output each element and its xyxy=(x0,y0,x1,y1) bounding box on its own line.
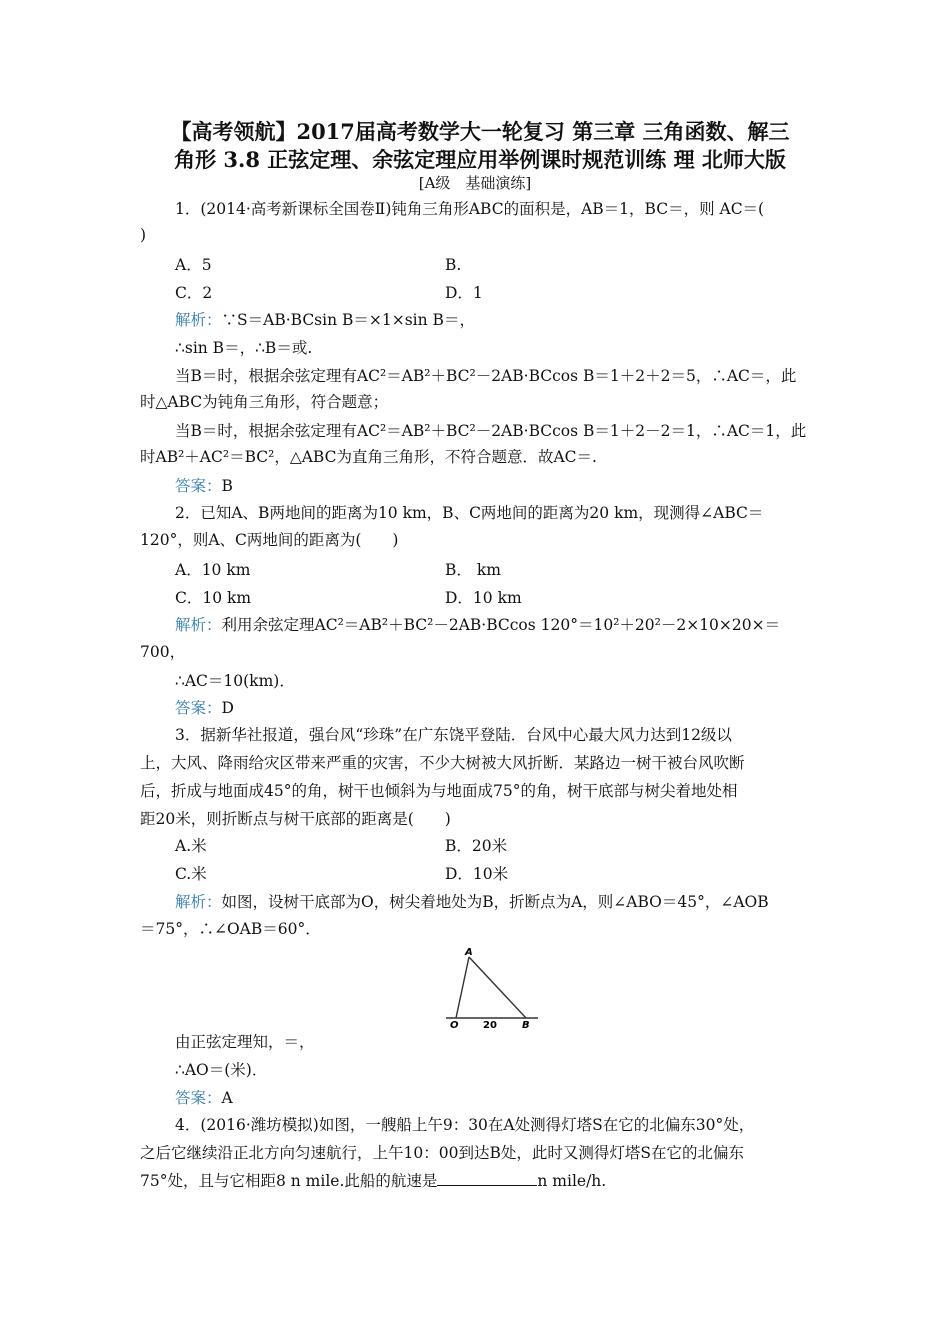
q1-answer: 答案：B xyxy=(175,477,233,495)
q3-solution-2: ＝75°，∴∠OAB＝60°． xyxy=(140,920,321,938)
q2-solution-2: 700， xyxy=(140,643,186,661)
q3-stem-1: 3．据新华社报道，强台风“珍珠”在广东饶平登陆．台风中心最大风力达到12级以 xyxy=(175,726,732,744)
answer-blank xyxy=(437,1171,537,1186)
q3-option-b: B．20米 xyxy=(445,837,508,855)
q2-option-d: D．10 km xyxy=(445,589,522,607)
point-o-label: O xyxy=(450,1020,459,1030)
point-b-label: B xyxy=(522,1020,530,1030)
q4-stem-1: 4．(2016·潍坊模拟)如图，一艘船上午9：30在A处测得灯塔S在它的北偏东30°处， xyxy=(175,1116,755,1134)
broken-top-line xyxy=(469,957,526,1018)
q3-stem-2: 上，大风、降雨给灾区带来严重的灾害，不少大树被大风折断．某路边一树干被台风吹断 xyxy=(140,754,745,772)
q1-solution-5: 当B＝时，根据余弦定理有AC²＝AB²＋BC²－2AB·BCcos B＝1＋2－2＝1，∴AC＝1，此 xyxy=(175,422,807,440)
q3-stem-3: 后，折成与地面成45°的角，树干也倾斜为与地面成75°的角，树干底部与树尖着地处相 xyxy=(140,782,738,800)
q3-option-a: A.米 xyxy=(175,837,207,855)
q2-stem-2: 120°，则A、C两地间的距离为( ) xyxy=(140,531,399,549)
q3-answer: 答案：A xyxy=(175,1089,233,1107)
q1-option-d: D．1 xyxy=(445,284,483,302)
answer-label: 答案： xyxy=(175,1089,222,1107)
q3-solution-3: 由正弦定理知，＝， xyxy=(175,1033,315,1051)
triangle-figure xyxy=(440,945,540,1030)
analysis-label: 解析： xyxy=(175,893,222,911)
q1-solution-4: 时△ABC为钝角三角形，符合题意； xyxy=(140,393,389,411)
title-line-2: 角形 3.8 正弦定理、余弦定理应用举例课时规范训练 理 北师大版 xyxy=(174,147,786,172)
q2-solution-1: 解析：利用余弦定理AC²＝AB²＋BC²－2AB·BCcos 120°＝10²＋20²－2×10×20×＝ xyxy=(175,616,781,634)
q1-option-c: C．2 xyxy=(175,284,213,302)
distance-label: 20 xyxy=(483,1020,497,1030)
answer-label: 答案： xyxy=(175,477,222,495)
q4-stem-3: 75°处，且与它相距8 n mile.此船的航速是 n mile/h. xyxy=(140,1172,607,1190)
q1-solution-1: 解析：∵S＝AB·BCsin B＝×1×sin B＝， xyxy=(175,311,475,329)
q2-solution-3: ∴AC＝10(km)． xyxy=(175,672,295,690)
q4-stem-2: 之后它继续沿正北方向匀速航行，上午10：00到达B处，此时又测得灯塔S在它的北偏东 xyxy=(140,1144,744,1162)
q2-option-c: C．10 km xyxy=(175,589,252,607)
answer-label: 答案： xyxy=(175,699,222,717)
q1-solution-3: 当B＝时，根据余弦定理有AC²＝AB²＋BC²－2AB·BCcos B＝1＋2＋2＝5，∴AC＝，此 xyxy=(175,367,797,385)
q1-solution-2: ∴sin B＝，∴B＝或. xyxy=(175,339,313,357)
level-heading: [A级 基础演练] xyxy=(418,174,532,192)
q1-option-b: B. xyxy=(445,256,462,274)
document-title xyxy=(140,118,820,174)
q1-stem-2: ) xyxy=(140,226,147,244)
q3-solution-4: ∴AO＝(米)． xyxy=(175,1061,268,1079)
q3-stem-4: 距20米，则折断点与树干底部的距离是( ) xyxy=(140,810,451,828)
q1-solution-6: 时AB²＋AC²＝BC²，△ABC为直角三角形，不符合题意．故AC＝. xyxy=(140,448,597,466)
title-line-1: 【高考领航】2017届高考数学大一轮复习 第三章 三角函数、解三 xyxy=(170,119,790,144)
analysis-label: 解析： xyxy=(175,311,222,329)
q1-stem-1: 1．(2014·高考新课标全国卷Ⅱ)钝角三角形ABC的面积是，AB＝1，BC＝，则 AC＝( xyxy=(175,200,765,218)
q3-option-d: D．10米 xyxy=(445,865,509,883)
analysis-label: 解析： xyxy=(175,616,222,634)
q1-option-a: A．5 xyxy=(175,256,212,274)
q2-option-a: A．10 km xyxy=(175,561,251,579)
q3-option-c: C.米 xyxy=(175,865,207,883)
q3-solution-1: 解析：如图，设树干底部为O，树尖着地处为B，折断点为A，则∠ABO＝45°，∠AOB xyxy=(175,893,769,911)
q2-option-b: B． km xyxy=(445,561,501,579)
trunk-line xyxy=(456,957,469,1018)
q2-stem-1: 2．已知A、B两地间的距离为10 km，B、C两地间的距离为20 km，现测得∠ABC＝ xyxy=(175,504,764,522)
q2-answer: 答案：D xyxy=(175,699,234,717)
point-a-label: A xyxy=(465,947,473,958)
